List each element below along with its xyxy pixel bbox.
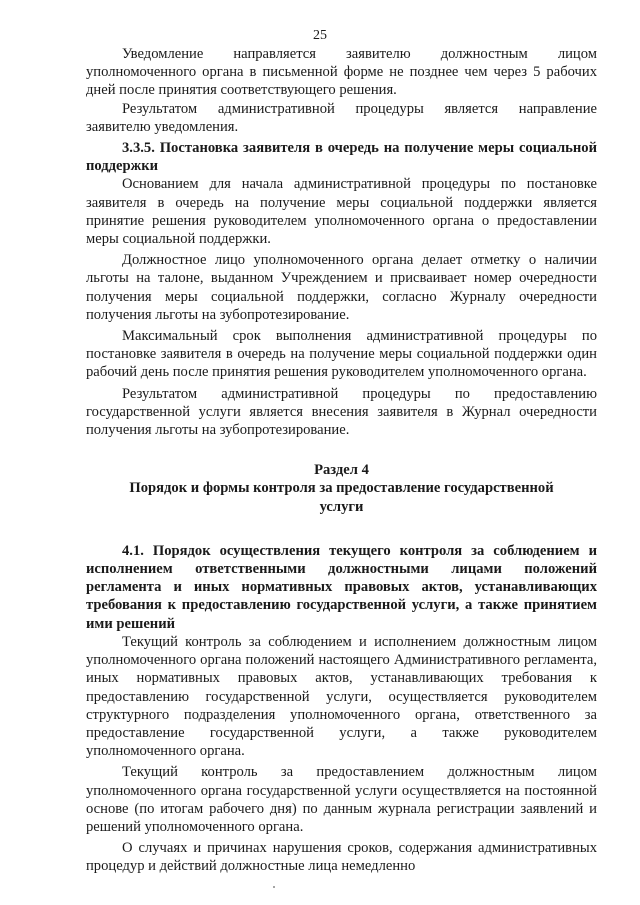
paragraph: Максимальный срок выполнения административной процедуры по постановке заявителя в очередь на получение меры социальной поддержки один рабочий день после принятия решения руководителем уполномоченного органа. [86,328,597,381]
spacer [86,516,597,542]
page-number: 25 [313,28,327,43]
document-body [86,45,597,876]
spacer [86,439,597,461]
paragraph: Основанием для начала административной процедуры по постановке заявителя в очередь на получение меры социальной поддержки является принятие решения руководителем уполномоченного органа о предоставлении меры социальной поддержки. [86,176,597,248]
paragraph: Должностное лицо уполномоченного органа делает отметку о наличии льготы на талоне, выданном Учреждением и присваивает номер очередности получения меры социальной поддержки, согласно Журналу очередности получения льготы на зубопротезирование. [86,252,597,323]
section-title: Раздел 4 [314,462,369,479]
paragraph: О случаях и причинах нарушения сроков, содержания административных процедур и действий должностные лица немедленно [86,840,597,875]
paragraph: Результатом административной процедуры по предоставлению государственной услуги является внесения заявителя в Журнал очередности получения льготы на зубопротезирование. [86,385,597,439]
paragraph: Уведомление направляется заявителю должностным лицом уполномоченного органа в письменной форме не позднее чем через 5 рабочих дней после принятия соответствующего решения. [86,46,597,99]
section-heading-4-1: 4.1. Порядок осуществления текущего контроля за соблюдением и исполнением ответственными должностными лицами положений регламента и иных нормативных правовых актов, устанавливающих требования к предоставлению государственной услуги, а также принятием ими решений [86,542,597,632]
paragraph: Текущий контроль за соблюдением и исполнением должностным лицом уполномоченного органа положений настоящего Административного регламента, иных нормативных правовых актов, устанавливающих требования к предоставлению государственной услуги, осуществляется руководителем структурного подразделения уполномоченного органа, ответственного за предоставление государственной услуги, а также руководителем уполномоченного органа. [86,633,597,760]
section-subtitle: Порядок и формы контроля за предоставление государственной услуги [129,480,554,515]
section-heading-3-3-5: 3.3.5. Постановка заявителя в очередь на получение меры социальной поддержки [86,140,597,175]
scan-speck [273,886,275,888]
paragraph: Текущий контроль за предоставлением должностным лицом уполномоченного органа государственной услуги осуществляется на постоянной основе (по итогам рабочего дня) по данным журнала регистрации заявлений и решений уполномоченного органа. [86,764,597,835]
paragraph: Результатом административной процедуры является направление заявителю уведомления. [86,100,597,135]
